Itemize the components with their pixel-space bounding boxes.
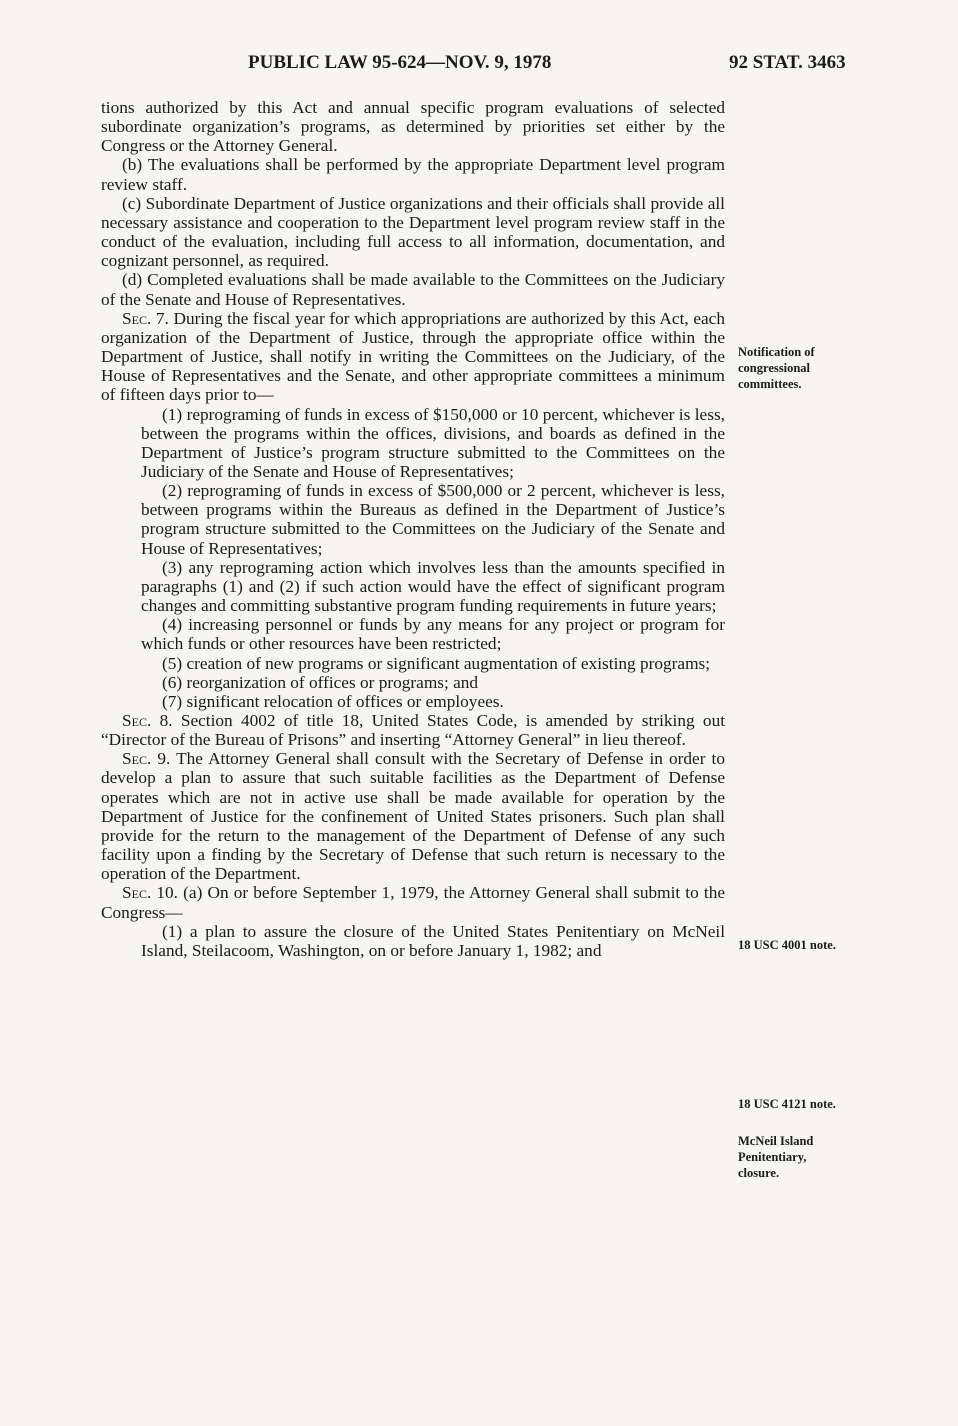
- subsection-c: (c) Subordinate Department of Justice organizations and their officials shall provide all necessary assistance and cooperation to the Department level program review staff in the conduct of the evaluation, including full access to all information, documentation, and cognizant personnel, as required.: [101, 193, 725, 271]
- section-7-label: Sec. 7.: [122, 308, 169, 328]
- section-7: [101, 309, 725, 405]
- section-7-item-3: (3) any reprograming action which involves less than the amounts specified in paragraphs (1) and (2) if such action would have the effect of significant program changes and committing substantive program funding requirements in future years;: [141, 557, 725, 616]
- page-header: [0, 52, 958, 76]
- section-7-text: During the fiscal year for which appropriations are authorized by this Act, each organization of the Department of Justice, through the appropriate office within the Department of Justice, shall notify in writing the Committees on the Judiciary, of the House of Representatives and the Senate, and other appropriate committees a minimum of fifteen days prior to—: [101, 308, 725, 405]
- margin-note-usc-4001: 18 USC 4001 note.: [738, 938, 836, 952]
- section-10: [101, 883, 725, 921]
- subsection-d: (d) Completed evaluations shall be made available to the Committees on the Judiciary of the Senate and House of Representatives.: [101, 270, 725, 309]
- section-7-item-1: (1) reprograming of funds in excess of $150,000 or 10 percent, whichever is less, between the programs within the offices, divisions, and boards as defined in the Department of Justice’s program structure submitted to the Committees on the Judiciary of the Senate and House of Representatives;: [141, 404, 725, 481]
- running-head: PUBLIC LAW 95-624—NOV. 9, 1978: [248, 52, 552, 73]
- section-7-item-2: (2) reprograming of funds in excess of $500,000 or 2 percent, whichever is less, between programs within the Bureaus as defined in the Department of Justice’s program structure submitted to the Committees on the Judiciary of the Senate and House of Representatives;: [141, 481, 725, 558]
- section-7-item-4: (4) increasing personnel or funds by any means for any project or program for which funds or other resources have been restricted;: [141, 615, 725, 654]
- section-10-text: (a) On or before September 1, 1979, the Attorney General shall submit to the Congress—: [101, 883, 726, 922]
- section-9: [101, 749, 725, 883]
- section-10-label: Sec. 10.: [122, 883, 179, 903]
- section-10-item-1: (1) a plan to assure the closure of the United States Penitentiary on McNeil Island, Steilacoom, Washington, on or before January 1, 1982; and: [141, 921, 725, 960]
- section-9-text: The Attorney General shall consult with the Secretary of Defense in order to develop a plan to assure that such suitable facilities as the Department of Defense operates which are not in active use shall be made available for operation by the Department of Justice for the confinement of United States prisoners. Such plan shall provide for the return to the management of the Department of Defense of any such facility upon a finding by the Secretary of Defense that such return is necessary to the operation of the Department.: [101, 749, 725, 884]
- margin-note-notification: Notification of congressional committees.: [738, 345, 815, 391]
- section-7-item-7: (7) significant relocation of offices or employees.: [162, 691, 504, 711]
- body-text: [101, 98, 725, 960]
- margin-note-usc-4121: 18 USC 4121 note.: [738, 1097, 836, 1111]
- section-7-item-5: (5) creation of new programs or significant augmentation of existing programs;: [162, 653, 711, 673]
- section-9-label: Sec. 9.: [122, 749, 171, 769]
- margin-note-mcneil-island: McNeil Island Penitentiary, closure.: [738, 1134, 814, 1180]
- stat-citation: 92 STAT. 3463: [729, 52, 846, 73]
- section-8-text: Section 4002 of title 18, United States Code, is amended by striking out “Director of the Bureau of Prisons” and inserting “Attorney General” in lieu thereof.: [101, 711, 726, 750]
- section-8-label: Sec. 8.: [122, 711, 173, 730]
- section-8: [101, 711, 725, 749]
- continued-paragraph: tions authorized by this Act and annual specific program evaluations of selected subordinate organization’s programs, as determined by priorities set either by the Congress or the Attorney General.: [101, 98, 725, 156]
- subsection-b: (b) The evaluations shall be performed by the appropriate Department level program review staff.: [101, 155, 725, 194]
- section-7-item-6: (6) reorganization of offices or programs; and: [162, 672, 479, 692]
